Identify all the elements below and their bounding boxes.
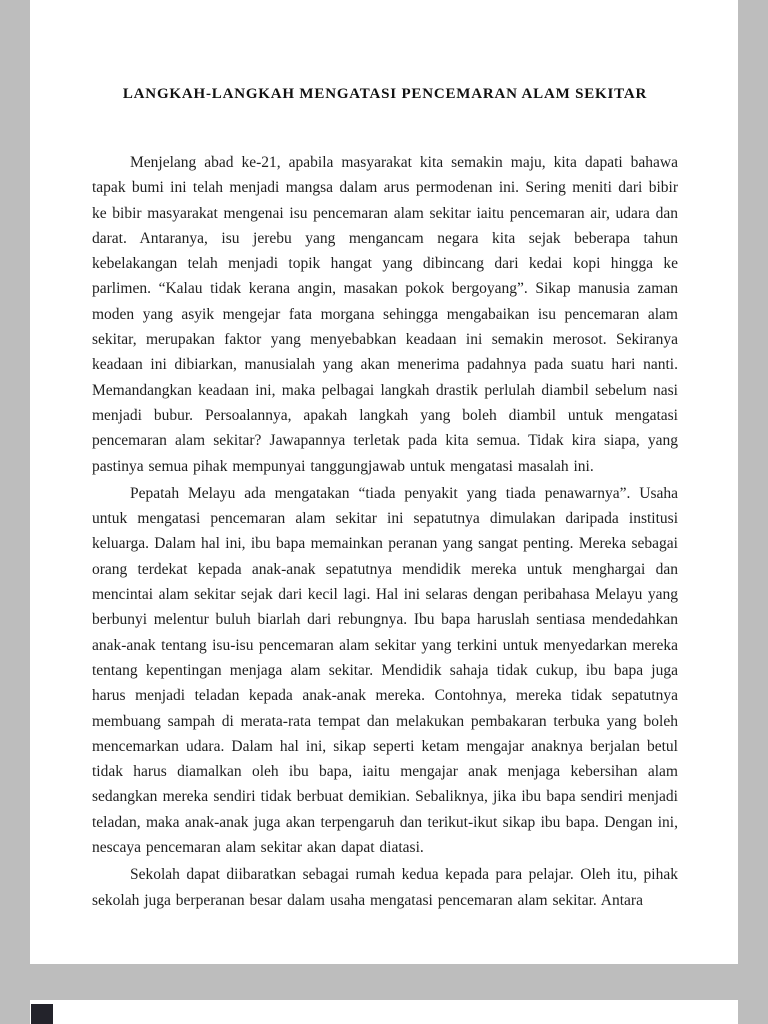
paragraph-2: Pepatah Melayu ada mengatakan “tiada penyakit yang tiada penawarnya”. Usaha untuk mengatasi pencemaran alam sekitar ini sepatutnya dimulakan daripada institusi keluarga. Dalam hal ini, ibu bapa memainkan peranan yang sangat penting. Mereka sebagai orang terdekat kepada anak-anak sepatutnya mendidik mereka untuk menghargai dan mencintai alam sekitar sejak dari kecil lagi. Hal ini selaras dengan peribahasa Melayu yang berbunyi melentur buluh biarlah dari rebungnya. Ibu bapa haruslah sentiasa mendedahkan anak-anak tentang isu-isu pencemaran alam sekitar yang terkini untuk menyedarkan mereka tentang kepentingan menjaga alam sekitar. Mendidik sahaja tidak cukup, ibu bapa juga harus menjadi teladan kepada anak-anak mereka. Contohnya, mereka tidak sepatutnya membuang sampah di merata-rata tempat dan melakukan pembakaran terbuka yang boleh mencemarkan udara. Dalam hal ini, sikap seperti ketam mengajar anaknya berjalan betul tidak harus diamalkan oleh ibu bapa, iaitu mengajar anak menjaga kebersihan alam sedangkan mereka sendiri tidak berbuat demikian. Sebaliknya, jika ibu bapa sendiri menjadi teladan, maka anak-anak juga akan terpengaruh dan terikut-ikut sikap ibu bapa. Dengan ini, nescaya pencemaran alam sekitar akan dapat diatasi. bbox=[92, 484, 678, 857]
page-gap bbox=[30, 964, 738, 1000]
paragraph-1: Menjelang abad ke-21, apabila masyarakat kita semakin maju, kita dapati bahawa tapak bumi ini telah menjadi mangsa dalam arus permodenan ini. Sering meniti dari bibir ke bibir masyarakat mengenai isu pencemaran alam sekitar iaitu pencemaran air, udara dan darat. Antaranya, isu jerebu yang mengancam negara kita sejak beberapa tahun kebelakangan telah menjadi topik hangat yang dibincang dari kedai kopi hingga ke parlimen. “Kalau tidak kerana angin, masakan pokok bergoyang”. Sikap manusia zaman moden yang asyik mengejar fata morgana sehingga mengabaikan isu pencemaran alam sekitar, merupakan faktor yang menyebabkan keadaan ini semakin merosot. Sekiranya keadaan ini dibiarkan, manusialah yang akan menerima padahnya pada suatu hari nanti. Memandangkan keadaan ini, maka pelbagai langkah drastik perlulah diambil sebelum nasi menjadi bubur. Persoalannya, apakah langkah yang boleh diambil untuk mengatasi pencemaran alam sekitar? Jawapannya terletak pada kita semua. Tidak kira siapa, yang pastinya semua pihak mempunyai tanggungjawab untuk mengatasi masalah ini. bbox=[92, 154, 678, 475]
paragraph-3: Sekolah dapat diibaratkan sebagai rumah kedua kepada para pelajar. Oleh itu, pihak sekolah juga berperanan besar dalam usaha mengatasi pencemaran alam sekitar. Antara bbox=[92, 866, 678, 909]
document-page bbox=[30, 0, 738, 964]
next-page-top bbox=[30, 1000, 738, 1024]
document-title: LANGKAH-LANGKAH MENGATASI PENCEMARAN ALAM SEKITAR bbox=[122, 86, 648, 102]
next-page-artifact bbox=[31, 1004, 53, 1024]
